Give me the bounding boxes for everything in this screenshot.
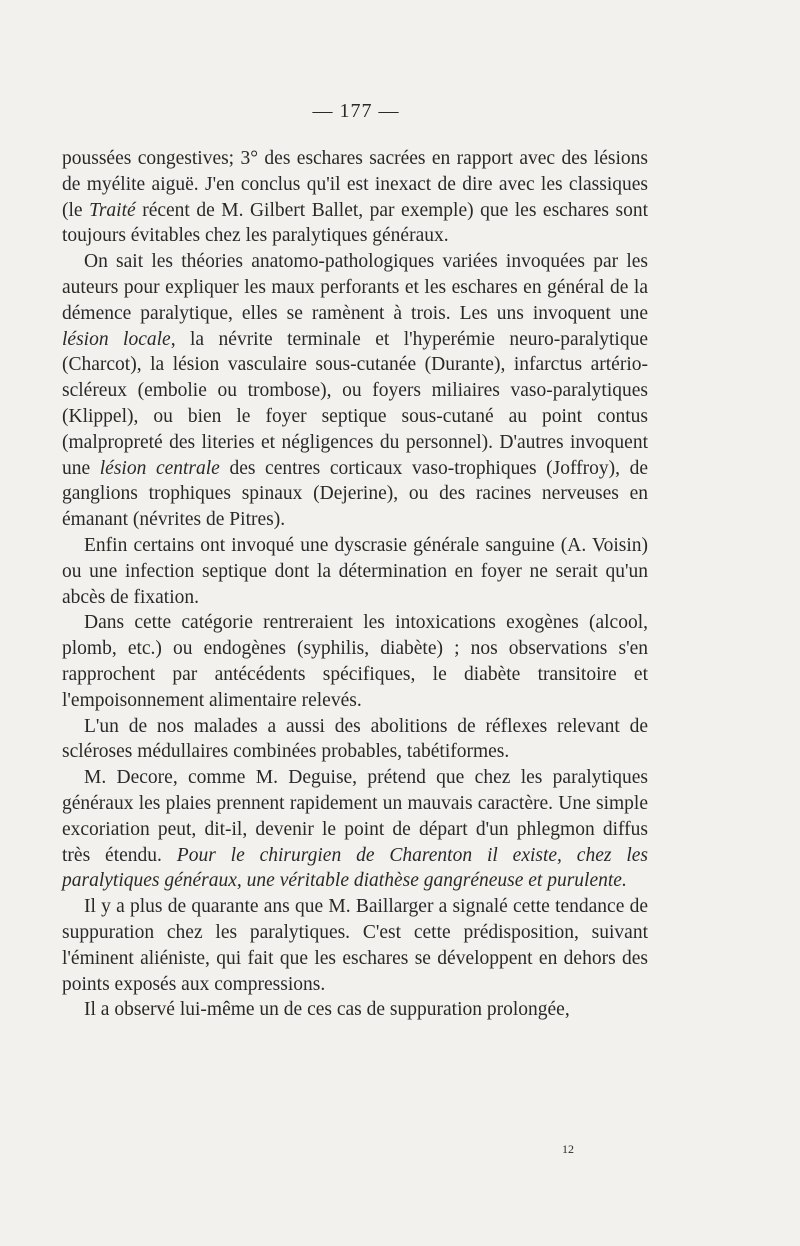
text-run: poussées congestives; 3° des eschares sacrées en rapport avec des lésions de myélite aiguë. J'en conclus qu'il est inexact de dire avec les classiques (le xyxy=(62,148,648,221)
text-run: Il a observé lui-même un de ces cas de suppuration prolongée, xyxy=(84,999,570,1021)
text-run: L'un de nos malades a aussi des abolitions de réflexes relevant de scléroses médullaires combinées probables, tabétiformes. xyxy=(62,715,648,763)
paragraph xyxy=(62,997,648,1023)
text-run: Il y a plus de quarante ans que M. Baillarger a signalé cette tendance de suppuration chez les paralytiques. C'est cette prédisposition, suivant l'éminent aliéniste, qui fait que les eschares se développent en dehors des points exposés aux compressions. xyxy=(62,896,648,995)
text-run: récent de M. Gilbert Ballet, par exemple) que les eschares sont toujours évitables chez les paralytiques généraux. xyxy=(62,199,648,247)
body-text xyxy=(62,146,648,1023)
paragraph xyxy=(62,146,648,249)
italic-text-run: lésion locale xyxy=(62,328,171,350)
printer-signature: 12 xyxy=(562,1142,574,1156)
paragraph xyxy=(62,894,648,997)
text-run: On sait les théories anatomo-pathologiques variées invoquées par les auteurs pour expliquer les maux perforants et les eschares en général de la démence paralytique, elles se ramènent à trois. Les uns invoquent une xyxy=(62,251,648,324)
page-number: — 177 — xyxy=(312,100,400,122)
italic-text-run: Traité xyxy=(89,199,136,221)
paragraph xyxy=(62,533,648,610)
text-run: M. Decore, comme M. Deguise, prétend que chez les paralytiques généraux les plaies prennent rapidement un mauvais caractère. Une simple excoriation peut, dit-il, devenir le point de départ d'un phlegmon diffus très étendu. xyxy=(62,767,648,866)
text-run: des centres corticaux vaso-trophiques (Joffroy), de ganglions trophiques spinaux (Dejerine), ou des racines nerveuses en émanant (névrites de Pitres). xyxy=(62,457,649,531)
italic-text-run: Pour le chirurgien de Charenton il existe, chez les paralytiques généraux, une véritable diathèse gangréneuse et purulente. xyxy=(62,844,648,892)
paragraph xyxy=(62,714,648,766)
text-run: , la névrite terminale et l'hyperémie neuro-paralytique (Charcot), la lésion vasculaire sous-cutanée (Durante), infarctus artério-scléreux (embolie ou trombose), ou foyers miliaires vaso-paralytiques (Klippel), ou bien le foyer septique sous-cutané au point contus (malpropreté des literies et négligences du personnel). D'autres invoquent une xyxy=(62,328,648,479)
paragraph xyxy=(62,610,648,713)
paragraph xyxy=(62,249,648,533)
text-run: Enfin certains ont invoqué une dyscrasie générale sanguine (A. Voisin) ou une infection septique dont la détermination en foyer ne serait qu'un abcès de fixation. xyxy=(62,534,648,608)
italic-text-run: lésion centrale xyxy=(99,457,220,479)
paragraph xyxy=(62,765,648,894)
text-run: Dans cette catégorie rentreraient les intoxications exogènes (alcool, plomb, etc.) ou endogènes (syphilis, diabète) ; nos observations s'en rapprochent par antécédents spécifiques, le diabète transitoire et l'empoisonnement alimentaire relevés. xyxy=(62,612,648,711)
